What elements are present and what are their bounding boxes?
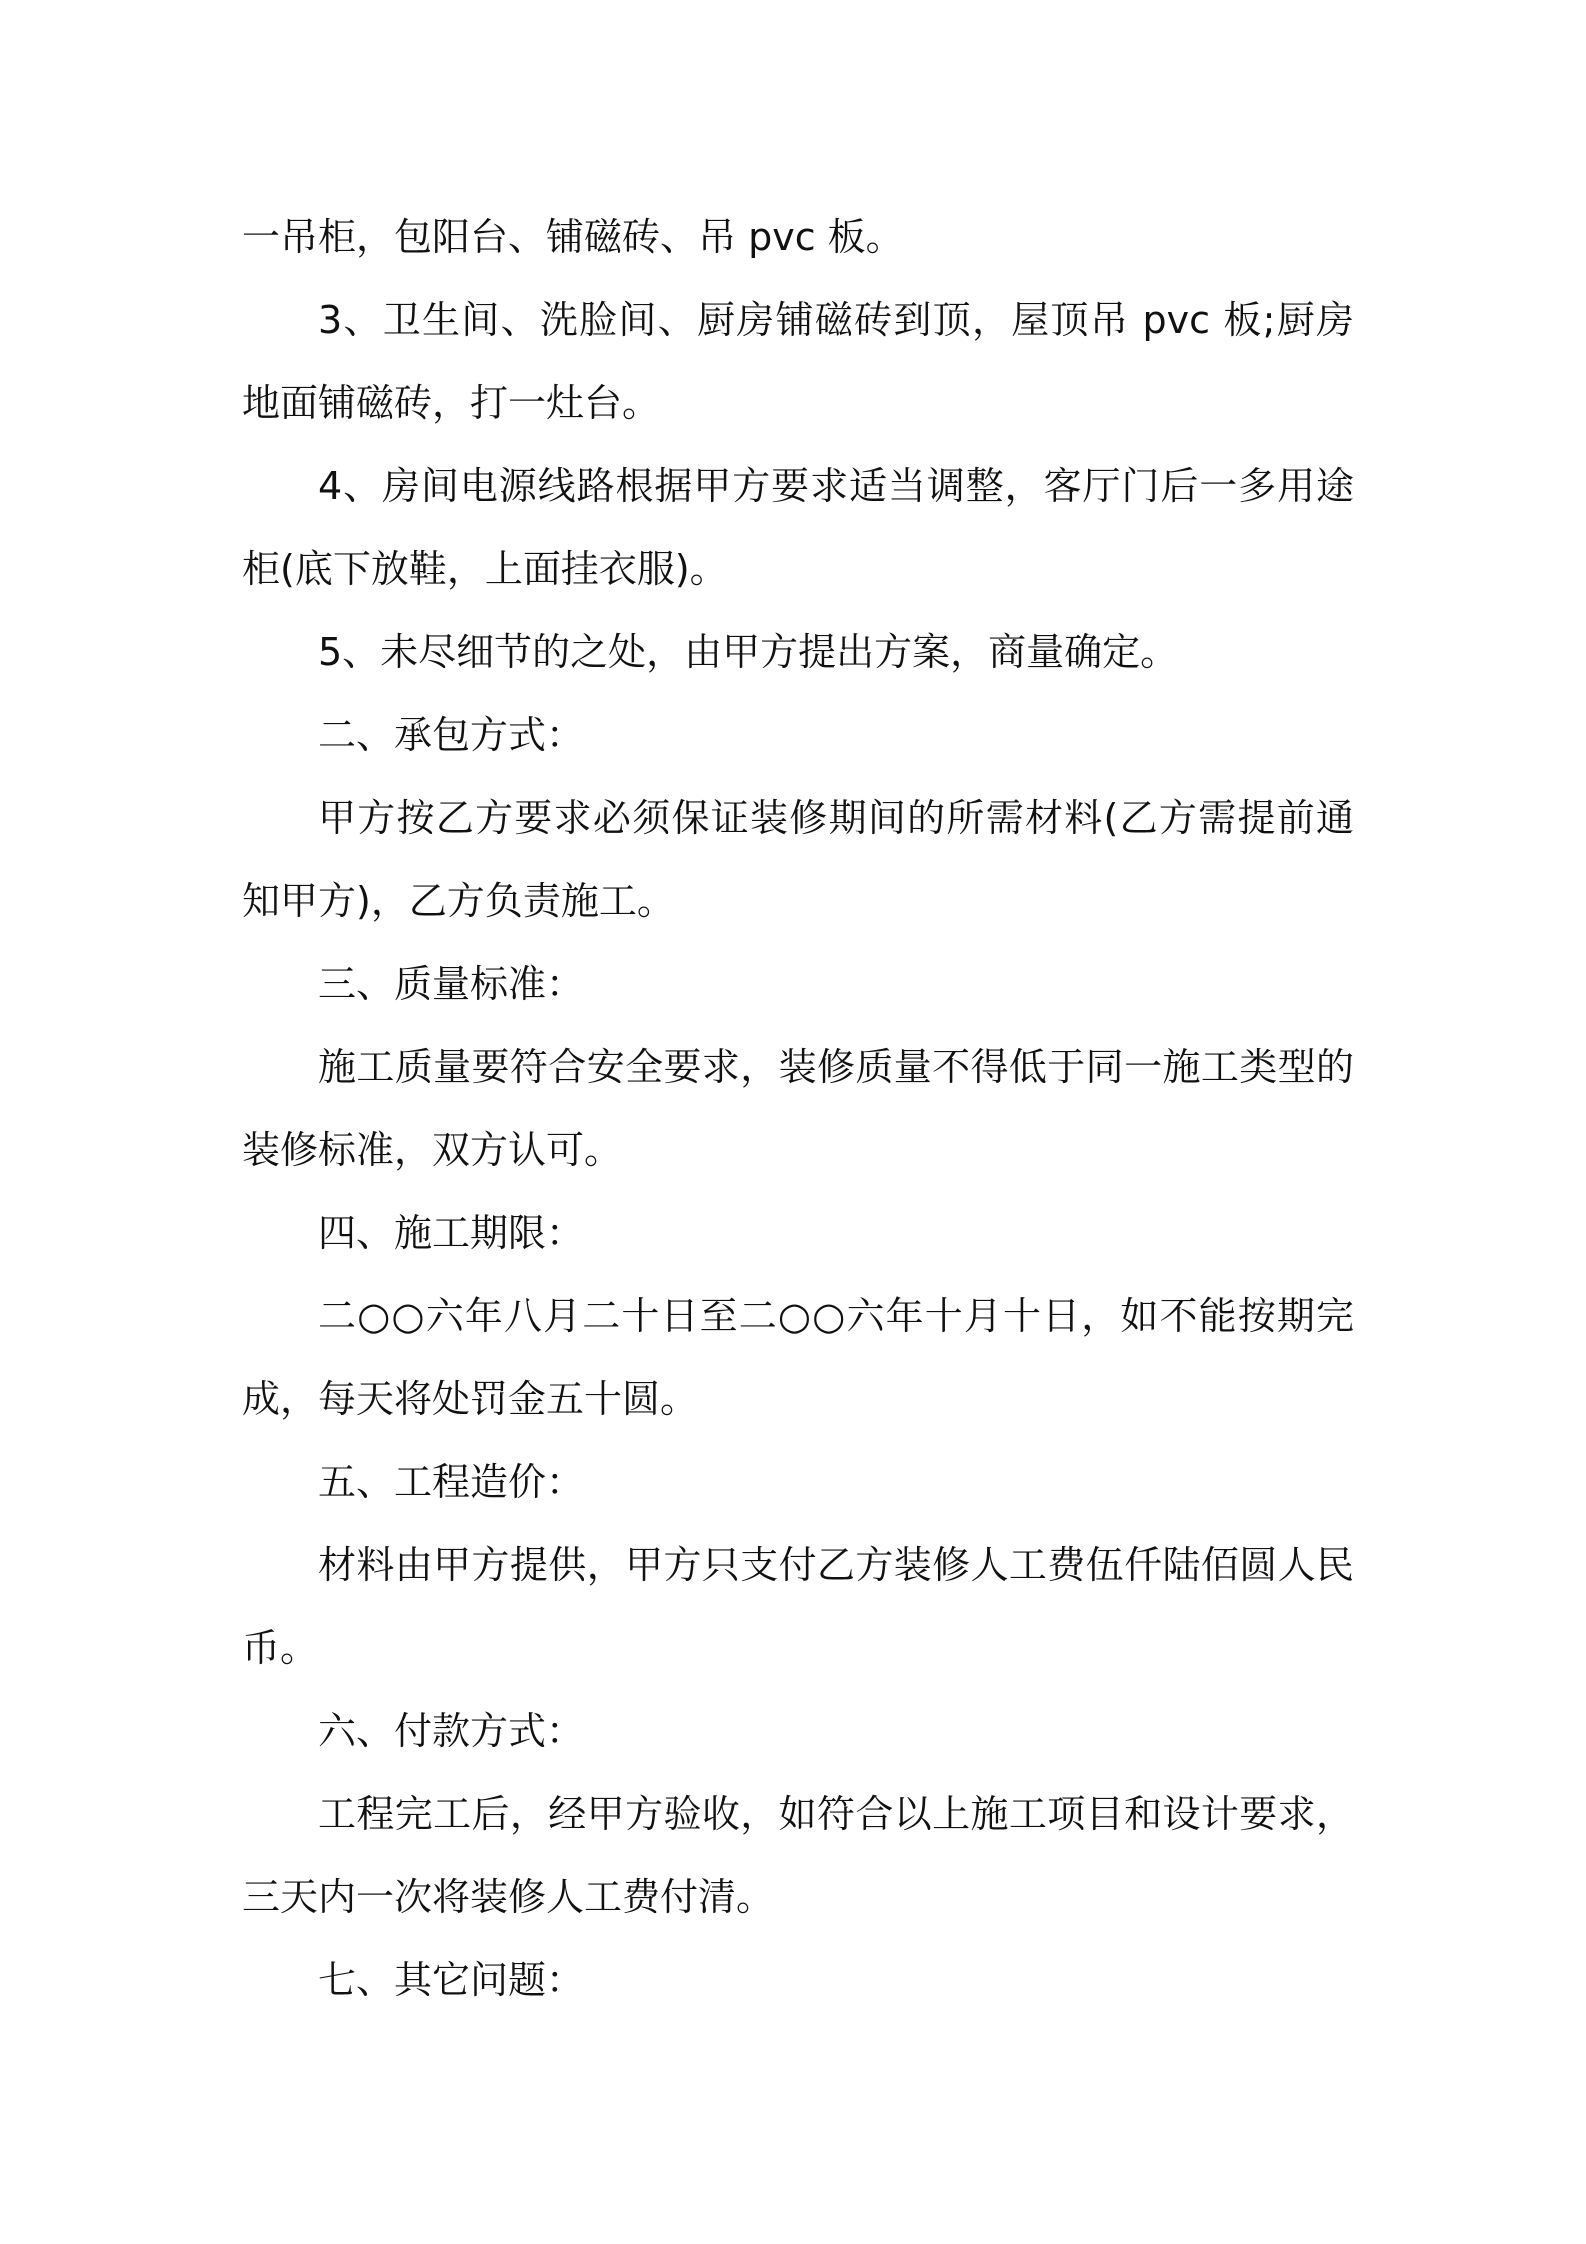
document-body [242, 196, 1354, 2022]
paragraph-contract-method: 甲方按乙方要求必须保证装修期间的所需材料(乙方需提前通知甲方)，乙方负责施工。 [242, 796, 1354, 923]
paragraph-payment-method: 工程完工后，经甲方验收，如符合以上施工项目和设计要求，三天内一次将装修人工费付清。 [242, 1792, 1354, 1919]
paragraph-item-4: 4、房间电源线路根据甲方要求适当调整，客厅门后一多用途柜(底下放鞋，上面挂衣服)。 [242, 464, 1354, 591]
paragraph-item-5: 5、未尽细节的之处，由甲方提出方案，商量确定。 [318, 630, 1179, 674]
section-heading-contract-method: 二、承包方式： [318, 713, 585, 757]
paragraph-quality-standard: 施工质量要符合安全要求，装修质量不得低于同一施工类型的装修标准，双方认可。 [242, 1045, 1354, 1172]
section-heading-other-issues: 七、其它问题： [318, 1958, 585, 2002]
paragraph-project-cost: 材料由甲方提供，甲方只支付乙方装修人工费伍仟陆佰圆人民币。 [242, 1543, 1354, 1670]
paragraph-continuation: 一吊柜，包阳台、铺磁砖、吊 pvc 板。 [242, 215, 904, 259]
paragraph-item-3: 3、卫生间、洗脸间、厨房铺磁砖到顶，屋顶吊 pvc 板;厨房地面铺磁砖，打一灶台。 [242, 298, 1354, 425]
section-heading-construction-period: 四、施工期限： [318, 1211, 585, 1255]
section-heading-payment-method: 六、付款方式： [318, 1709, 585, 1753]
section-heading-quality-standard: 三、质量标准： [318, 962, 585, 1006]
paragraph-construction-period: 二○○六年八月二十日至二○○六年十月十日，如不能按期完成，每天将处罚金五十圆。 [242, 1294, 1354, 1421]
section-heading-project-cost: 五、工程造价： [318, 1460, 585, 1504]
